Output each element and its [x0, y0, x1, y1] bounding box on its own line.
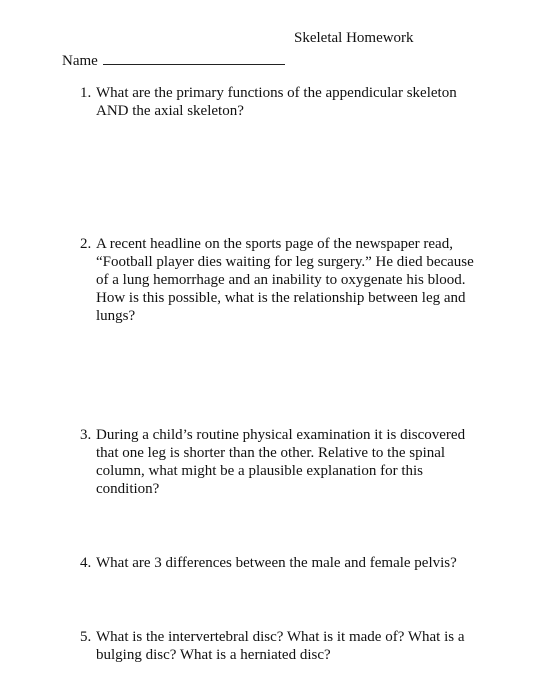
- question-text: What are the primary functions of the appendicular skeleton AND the axial skeleton?: [96, 85, 457, 119]
- question-number: 5.: [80, 629, 92, 645]
- question-3: [80, 426, 490, 498]
- question-number: 4.: [80, 555, 92, 571]
- name-blank-line: [103, 50, 285, 65]
- question-number: 2.: [80, 236, 92, 252]
- question-number: 1.: [80, 85, 92, 101]
- name-field: [62, 50, 285, 70]
- document-title: Skeletal Homework: [294, 30, 414, 46]
- question-5: [80, 628, 490, 664]
- question-4: [80, 554, 490, 572]
- question-text: During a child’s routine physical examination it is discovered that one leg is shorter than the other. Relative to the spinal column, what might be a plausible explanation for this condition?: [96, 427, 466, 497]
- question-text: What are 3 differences between the male and female pelvis?: [96, 555, 457, 571]
- question-number: 3.: [80, 427, 92, 443]
- question-text: What is the intervertebral disc? What is it made of? What is a bulging disc? What is a herniated disc?: [96, 629, 465, 663]
- question-text: A recent headline on the sports page of the newspaper read, “Football player dies waiting for leg surgery.” He died because of a lung hemorrhage and an inability to oxygenate his blood. How is this possible, what is the relationship between leg and lungs?: [96, 236, 474, 324]
- question-1: [80, 84, 490, 120]
- question-2: [80, 235, 490, 325]
- name-label: Name: [62, 53, 98, 69]
